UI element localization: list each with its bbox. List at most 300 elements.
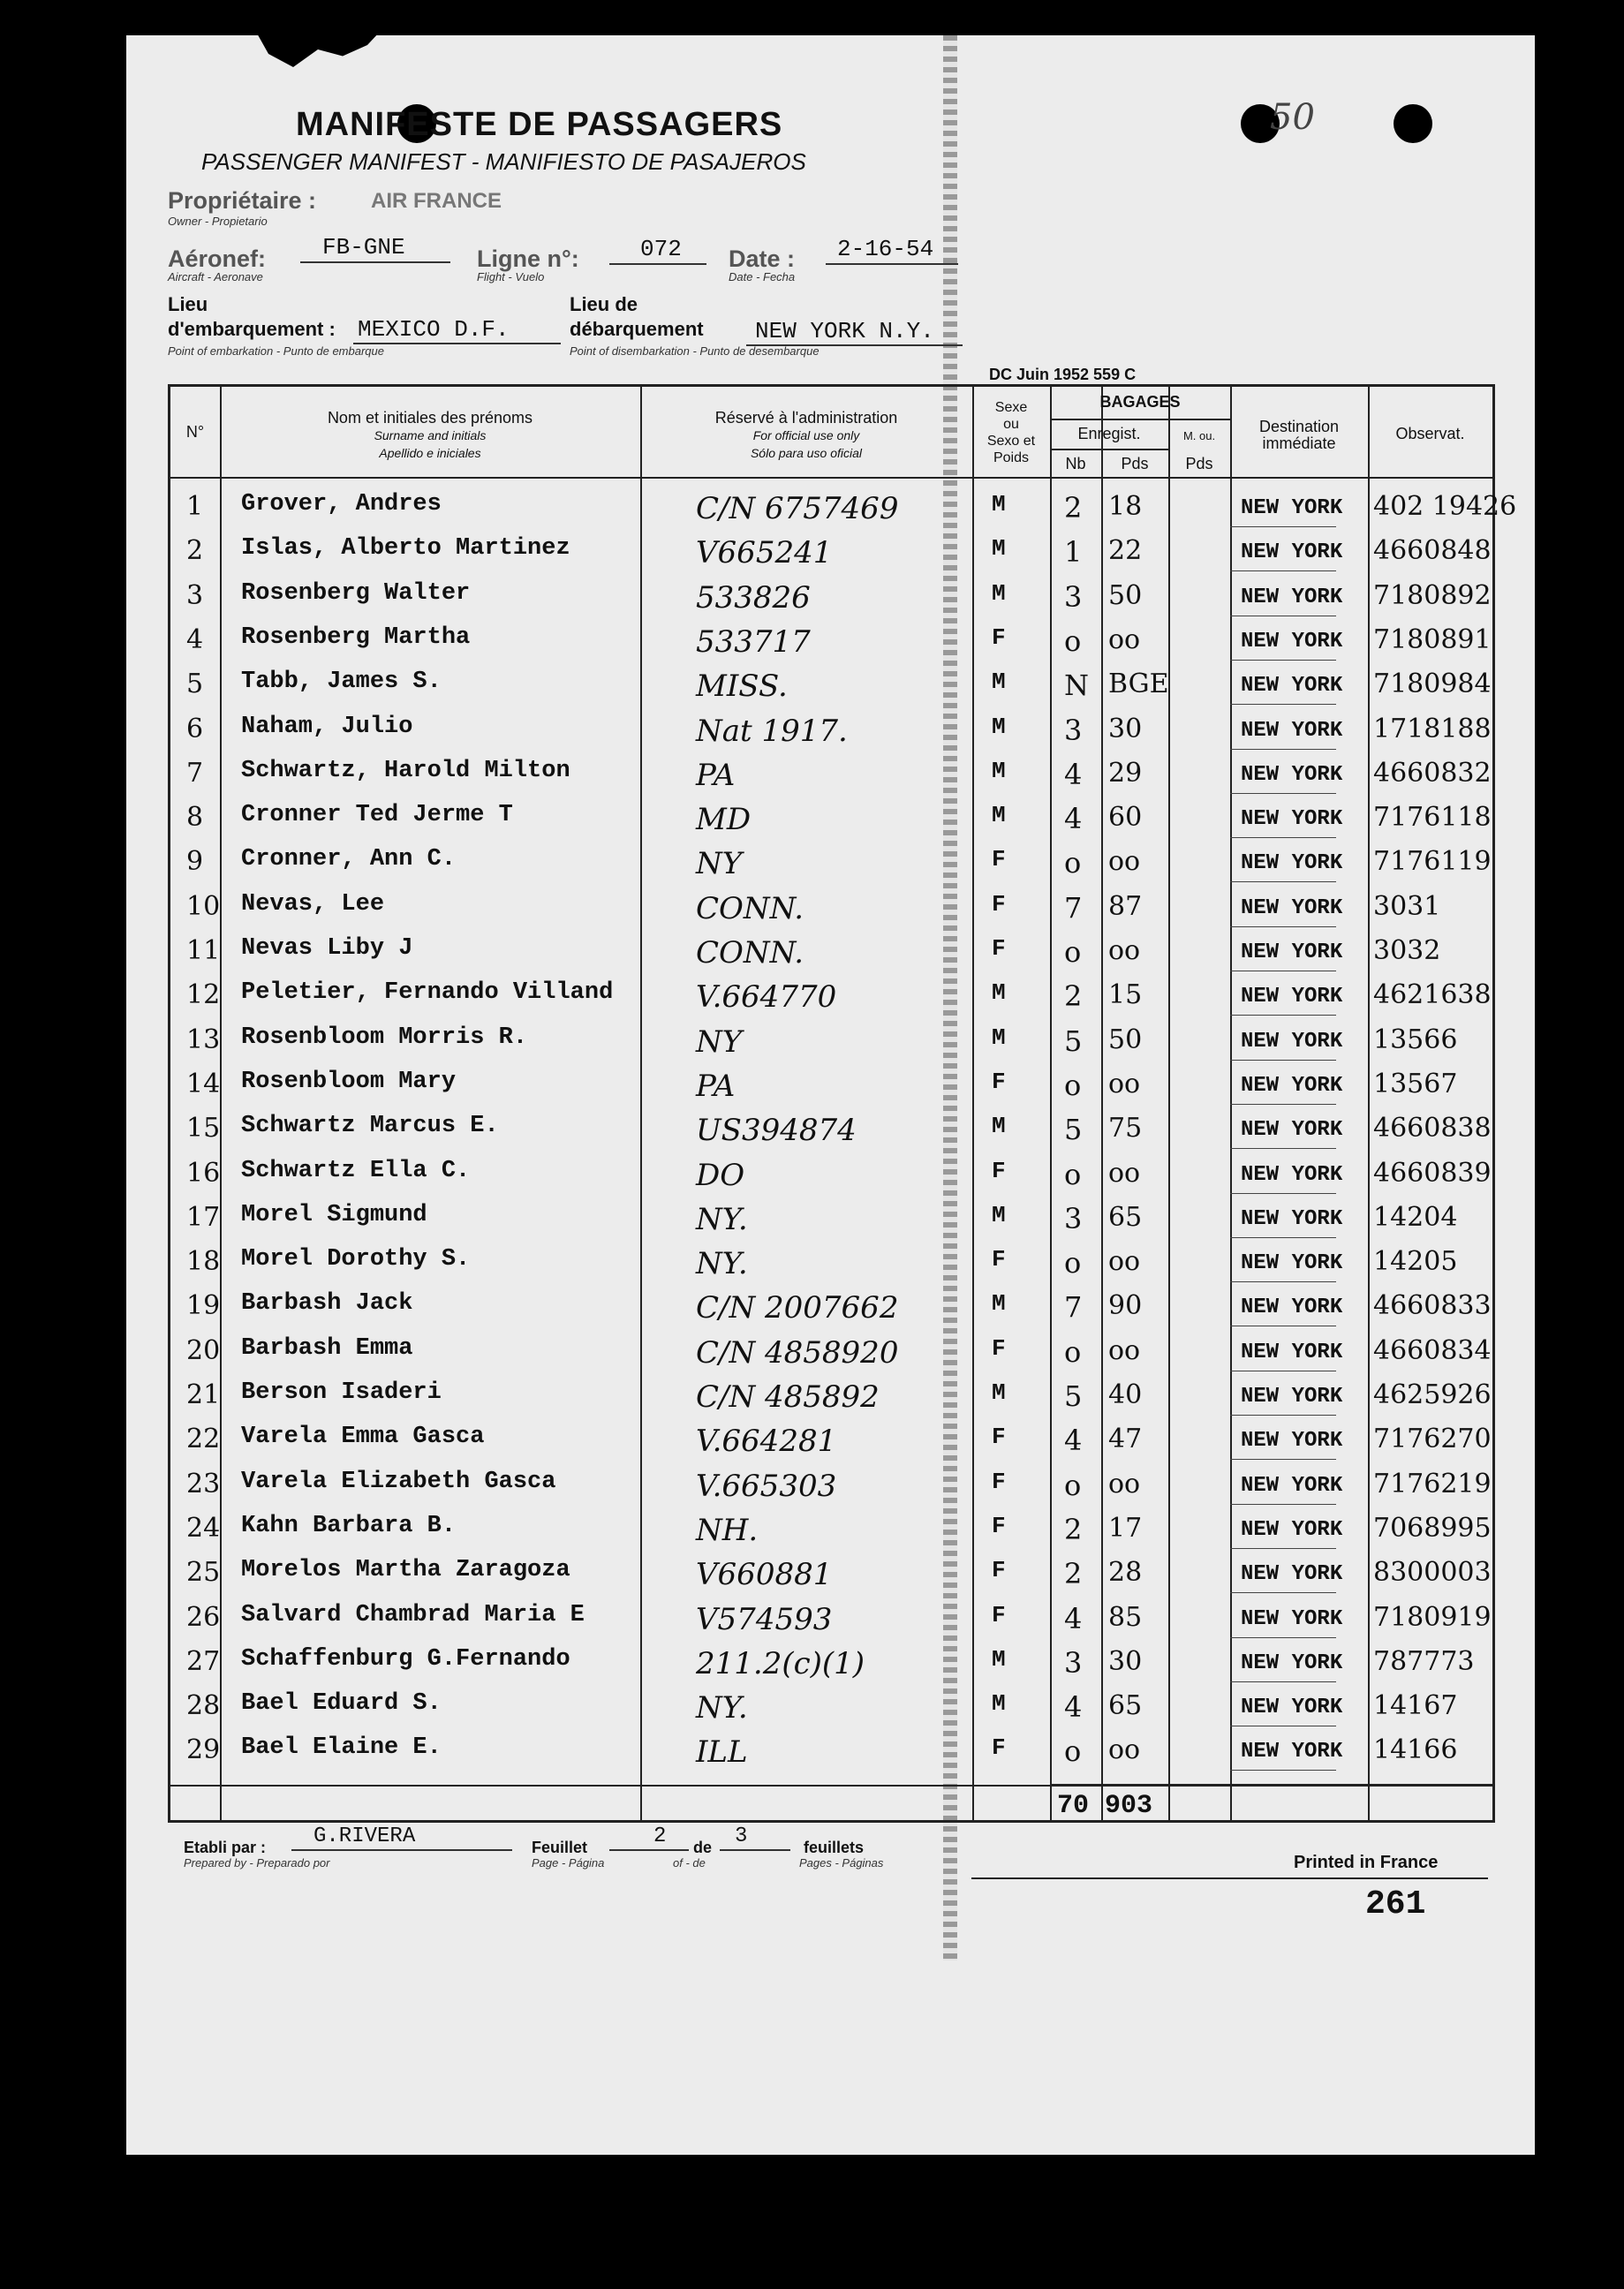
baggage-count: 5 <box>1064 1024 1083 1058</box>
baggage-weight: 50 <box>1108 580 1143 611</box>
observation: 402 19426 <box>1373 491 1517 522</box>
row-number: 13 <box>186 1024 221 1055</box>
observation: 7176118 <box>1373 802 1492 833</box>
baggage-weight: oo <box>1108 1069 1141 1099</box>
column-header-admin-fr: Réservé à l'administration <box>714 409 898 427</box>
destination: NEW YORK <box>1241 1696 1343 1719</box>
admin-entry: V665241 <box>696 535 833 570</box>
admin-entry: NH. <box>696 1513 759 1548</box>
destination: NEW YORK <box>1241 1385 1343 1409</box>
baggage-count: 3 <box>1064 714 1083 747</box>
column-header-main: M. ou. <box>1182 429 1216 442</box>
handwritten-note: 50 <box>1270 97 1315 138</box>
baggage-weight: 28 <box>1108 1557 1143 1588</box>
destination: NEW YORK <box>1241 1341 1343 1364</box>
column-header-admin-en: For official use only <box>752 428 860 442</box>
observation: 7180891 <box>1373 624 1492 655</box>
of-sublabel: of - de <box>673 1856 706 1870</box>
observation: 4625926 <box>1373 1379 1492 1410</box>
manifest-title: MANIFESTE DE PASSAGERS <box>296 106 783 143</box>
passenger-sex: F <box>992 1513 1006 1539</box>
passenger-sex: F <box>992 935 1006 962</box>
observation: 8300003 <box>1373 1557 1492 1588</box>
passenger-sex: F <box>992 1424 1006 1450</box>
sheets-label: feuillets <box>804 1839 865 1856</box>
passenger-sex: M <box>992 1113 1006 1139</box>
observation: 4660832 <box>1373 758 1492 789</box>
passenger-sex: F <box>992 1469 1006 1495</box>
aircraft-label: Aéronef: <box>168 246 267 272</box>
column-header-pds: Pds <box>1121 455 1149 472</box>
admin-entry: US394874 <box>696 1113 857 1148</box>
row-underline <box>1230 1637 1336 1638</box>
baggage-weight: 29 <box>1108 758 1143 789</box>
column-header-sex <box>972 399 1050 466</box>
baggage-count: 4 <box>1064 1602 1083 1636</box>
baggage-count: o <box>1064 1335 1082 1369</box>
printed-in-france: Printed in France <box>1294 1853 1439 1872</box>
passenger-name: Varela Emma Gasca <box>241 1424 485 1450</box>
row-number: 4 <box>186 624 204 655</box>
baggage-count: 2 <box>1064 979 1083 1013</box>
baggage-weight: 30 <box>1108 714 1143 744</box>
admin-entry: NY <box>696 846 743 881</box>
baggage-weight: 65 <box>1108 1690 1143 1721</box>
admin-entry: C/N 4858920 <box>696 1335 899 1371</box>
field-underline <box>300 261 450 263</box>
baggage-count: 5 <box>1064 1379 1083 1413</box>
baggage-count: o <box>1064 1246 1082 1280</box>
admin-entry: 533826 <box>696 580 811 616</box>
baggage-count: 2 <box>1064 1557 1083 1590</box>
destination: NEW YORK <box>1241 1518 1343 1542</box>
baggage-count: o <box>1064 1734 1082 1768</box>
observation: 7180892 <box>1373 580 1492 611</box>
observation: 4660838 <box>1373 1113 1492 1144</box>
baggage-count: 3 <box>1064 580 1083 614</box>
baggage-count: o <box>1064 624 1082 658</box>
baggage-weight: 85 <box>1108 1602 1143 1633</box>
passenger-name: Schwartz Marcus E. <box>241 1113 499 1139</box>
passenger-sex: F <box>992 1335 1006 1362</box>
footer-rule <box>971 1877 1488 1879</box>
baggage-count: 4 <box>1064 758 1083 791</box>
field-underline <box>609 1849 689 1851</box>
row-underline <box>1230 1770 1336 1771</box>
observation: 7180919 <box>1373 1602 1492 1633</box>
row-number: 23 <box>186 1469 221 1500</box>
passenger-sex: M <box>992 580 1006 607</box>
row-number: 28 <box>186 1690 221 1721</box>
field-underline <box>609 263 706 265</box>
passenger-name: Varela Elizabeth Gasca <box>241 1469 556 1495</box>
row-number: 17 <box>186 1202 221 1233</box>
admin-entry: NY <box>696 1024 743 1060</box>
destination: NEW YORK <box>1241 1562 1343 1586</box>
baggage-weight: 60 <box>1108 802 1143 833</box>
passenger-sex: F <box>992 846 1006 873</box>
admin-entry: MD <box>696 802 752 837</box>
date-label: Date : <box>729 246 796 272</box>
header-divider <box>170 477 1492 479</box>
row-underline <box>1230 1415 1336 1416</box>
column-header-sex-2: ou <box>1003 417 1019 432</box>
passenger-sex: M <box>992 1290 1006 1317</box>
column-divider <box>1101 387 1103 1820</box>
owner-sublabel: Owner - Propietario <box>168 215 268 228</box>
passenger-sex: M <box>992 1379 1006 1406</box>
field-underline <box>291 1849 512 1851</box>
destination: NEW YORK <box>1241 941 1343 964</box>
destination: NEW YORK <box>1241 896 1343 920</box>
column-header-admin-es: Sólo para uso oficial <box>750 446 863 460</box>
punch-hole <box>1394 104 1432 143</box>
row-number: 19 <box>186 1290 221 1321</box>
destination: NEW YORK <box>1241 496 1343 520</box>
field-underline <box>720 1849 790 1851</box>
row-number: 27 <box>186 1646 221 1677</box>
destination: NEW YORK <box>1241 585 1343 609</box>
row-underline <box>1230 881 1336 882</box>
baggage-weight: 30 <box>1108 1646 1143 1677</box>
passenger-name: Peletier, Fernando Villand <box>241 979 614 1006</box>
observation: 3031 <box>1373 891 1441 922</box>
passenger-sex: M <box>992 714 1006 740</box>
page-number: 261 <box>1365 1885 1426 1923</box>
baggage-count: 5 <box>1064 1113 1083 1146</box>
passenger-name: Nevas Liby J <box>241 935 413 962</box>
baggage-count: o <box>1064 1158 1082 1191</box>
baggage-count: o <box>1064 935 1082 969</box>
column-header-name-fr: Nom et initiales des prénoms <box>327 409 533 427</box>
passenger-sex: F <box>992 891 1006 918</box>
observation: 7176119 <box>1373 846 1492 877</box>
row-underline <box>1230 749 1336 750</box>
row-number: 24 <box>186 1513 221 1544</box>
column-divider <box>972 387 974 1820</box>
column-header-destination-1: Destination <box>1258 418 1340 435</box>
row-underline <box>1230 1060 1336 1061</box>
passenger-name: Nevas, Lee <box>241 891 385 918</box>
row-number: 25 <box>186 1557 221 1588</box>
row-underline <box>1230 793 1336 794</box>
row-number: 26 <box>186 1602 221 1633</box>
row-number: 5 <box>186 669 204 699</box>
baggage-weight: oo <box>1108 846 1141 877</box>
passenger-name: Bael Elaine E. <box>241 1734 442 1761</box>
row-number: 20 <box>186 1335 221 1366</box>
row-number: 8 <box>186 802 204 833</box>
row-underline <box>1230 570 1336 571</box>
of-label: de <box>693 1839 713 1856</box>
destination: NEW YORK <box>1241 1251 1343 1275</box>
baggage-count: 2 <box>1064 1513 1083 1546</box>
passenger-name: Rosenberg Martha <box>241 624 471 651</box>
passenger-sex: F <box>992 1557 1006 1583</box>
prepared-value: G.RIVERA <box>313 1824 416 1848</box>
row-underline <box>1230 1281 1336 1282</box>
prepared-sublabel: Prepared by - Preparado por <box>184 1856 330 1870</box>
admin-entry: V.664770 <box>696 979 837 1015</box>
column-divider <box>640 387 642 1820</box>
passenger-name: Barbash Jack <box>241 1290 413 1317</box>
totals-divider <box>1050 1784 1492 1786</box>
baggage-weight: 18 <box>1108 491 1143 522</box>
baggage-weight: oo <box>1108 624 1141 655</box>
baggage-count: 4 <box>1064 802 1083 835</box>
passenger-sex: F <box>992 1734 1006 1761</box>
destination: NEW YORK <box>1241 1118 1343 1142</box>
destination: NEW YORK <box>1241 807 1343 831</box>
baggage-count: o <box>1064 846 1082 880</box>
embark-value: MEXICO D.F. <box>358 316 510 343</box>
observation: 13566 <box>1373 1024 1458 1055</box>
passenger-sex: F <box>992 624 1006 651</box>
baggage-weight: 50 <box>1108 1024 1143 1055</box>
passenger-sex: M <box>992 802 1006 828</box>
row-number: 29 <box>186 1734 221 1765</box>
column-header-sex-4: Poids <box>993 450 1030 465</box>
observation: 1718188 <box>1373 714 1492 744</box>
passenger-name: Tabb, James S. <box>241 669 442 695</box>
disembark-label: Lieu de <box>570 293 638 315</box>
baggage-count: 7 <box>1064 1290 1083 1324</box>
row-underline <box>1230 526 1336 527</box>
baggage-count: o <box>1064 1069 1082 1102</box>
passenger-sex: M <box>992 1646 1006 1673</box>
column-divider <box>1168 387 1170 1820</box>
column-header-enregist: Enregist. <box>1077 425 1141 442</box>
prepared-label: Etabli par : <box>184 1839 267 1856</box>
admin-entry: V660881 <box>696 1557 833 1592</box>
row-underline <box>1230 1592 1336 1593</box>
destination: NEW YORK <box>1241 674 1343 698</box>
column-header-name-es: Apellido e iniciales <box>379 446 481 460</box>
bagages-divider <box>1050 419 1230 420</box>
sheets-sublabel: Pages - Páginas <box>799 1856 884 1870</box>
observation: 3032 <box>1373 935 1441 966</box>
row-number: 18 <box>186 1246 221 1277</box>
baggage-weight: oo <box>1108 1469 1141 1500</box>
observation: 787773 <box>1373 1646 1475 1677</box>
column-header-destination <box>1230 419 1368 452</box>
row-number: 22 <box>186 1424 221 1454</box>
row-underline <box>1230 926 1336 927</box>
baggage-weight: 17 <box>1108 1513 1143 1544</box>
column-header-admin <box>640 410 972 462</box>
row-number: 9 <box>186 846 204 877</box>
flight-label: Ligne n°: <box>477 246 579 272</box>
row-number: 7 <box>186 758 204 789</box>
destination: NEW YORK <box>1241 1651 1343 1675</box>
passenger-name: Berson Isaderi <box>241 1379 442 1406</box>
baggage-weight: 47 <box>1108 1424 1143 1454</box>
column-header-nb: Nb <box>1065 455 1086 472</box>
admin-entry: Nat 1917. <box>696 714 848 749</box>
column-divider <box>1050 387 1052 1820</box>
admin-entry: V.664281 <box>696 1424 837 1459</box>
column-header-name <box>220 410 640 462</box>
baggage-weight: oo <box>1108 1246 1141 1277</box>
admin-entry: V574593 <box>696 1602 833 1637</box>
baggage-count: N <box>1064 669 1089 702</box>
row-number: 21 <box>186 1379 221 1410</box>
passenger-sex: F <box>992 1602 1006 1628</box>
row-underline <box>1230 1459 1336 1460</box>
row-underline <box>1230 1548 1336 1549</box>
baggage-count: 4 <box>1064 1424 1083 1457</box>
row-underline <box>1230 1104 1336 1105</box>
admin-entry: PA <box>696 1069 736 1104</box>
baggage-count: o <box>1064 1469 1082 1502</box>
destination: NEW YORK <box>1241 1163 1343 1187</box>
passenger-sex: M <box>992 1202 1006 1228</box>
observation: 4660848 <box>1373 535 1492 566</box>
row-number: 6 <box>186 714 204 744</box>
passenger-name: Schaffenburg G.Fernando <box>241 1646 570 1673</box>
column-header-destination-2: immédiate <box>1262 434 1336 452</box>
disembark-label-2: débarquement <box>570 318 704 340</box>
passenger-sex: M <box>992 1024 1006 1051</box>
baggage-weight: 15 <box>1108 979 1143 1010</box>
destination: NEW YORK <box>1241 1607 1343 1631</box>
admin-entry: CONN. <box>696 935 804 971</box>
destination: NEW YORK <box>1241 1296 1343 1319</box>
observation: 7180984 <box>1373 669 1492 699</box>
row-number: 10 <box>186 891 221 922</box>
observation: 13567 <box>1373 1069 1458 1099</box>
observation: 4660834 <box>1373 1335 1492 1366</box>
passenger-name: Salvard Chambrad Maria E <box>241 1602 585 1628</box>
passenger-name: Grover, Andres <box>241 491 442 517</box>
row-number: 12 <box>186 979 221 1010</box>
row-underline <box>1230 1681 1336 1682</box>
admin-entry: NY. <box>696 1690 748 1726</box>
date-value: 2-16-54 <box>837 236 934 262</box>
destination: NEW YORK <box>1241 719 1343 743</box>
column-header-main-pds: Pds <box>1185 455 1213 472</box>
passenger-sex: F <box>992 1158 1006 1184</box>
admin-entry: NY. <box>696 1246 748 1281</box>
observation: 4621638 <box>1373 979 1492 1010</box>
sheet-sublabel: Page - Página <box>532 1856 605 1870</box>
baggage-weight: 75 <box>1108 1113 1143 1144</box>
passenger-name: Rosenbloom Mary <box>241 1069 457 1095</box>
passenger-sex: M <box>992 491 1006 517</box>
observation: 14205 <box>1373 1246 1458 1277</box>
admin-entry: V.665303 <box>696 1469 837 1504</box>
destination: NEW YORK <box>1241 851 1343 875</box>
baggage-count: 1 <box>1064 535 1083 569</box>
column-header-no: N° <box>185 423 205 441</box>
baggage-weight: BGE <box>1108 669 1169 699</box>
baggage-weight: oo <box>1108 935 1141 966</box>
passenger-sex: M <box>992 669 1006 695</box>
baggage-count: 3 <box>1064 1646 1083 1680</box>
admin-entry: 211.2(c)(1) <box>696 1646 865 1681</box>
baggage-count: 4 <box>1064 1690 1083 1724</box>
passenger-name: Naham, Julio <box>241 714 413 740</box>
field-underline <box>746 344 963 346</box>
form-code: DC Juin 1952 559 C <box>989 366 1137 383</box>
admin-entry: NY. <box>696 1202 748 1237</box>
admin-entry: PA <box>696 758 736 793</box>
observation: 14167 <box>1373 1690 1458 1721</box>
destination: NEW YORK <box>1241 1474 1343 1498</box>
baggage-weight: oo <box>1108 1335 1141 1366</box>
embark-label-2: d'embarquement : <box>168 318 336 340</box>
sheet-value: 2 <box>653 1824 667 1848</box>
flight-value: 072 <box>640 236 682 262</box>
destination: NEW YORK <box>1241 630 1343 653</box>
passenger-name: Islas, Alberto Martinez <box>241 535 570 562</box>
destination: NEW YORK <box>1241 1740 1343 1764</box>
passenger-name: Cronner Ted Jerme T <box>241 802 513 828</box>
disembark-sublabel: Point of disembarkation - Punto de desembarque <box>570 344 820 358</box>
passenger-sex: F <box>992 1069 1006 1095</box>
baggage-weight: 22 <box>1108 535 1143 566</box>
embark-label: Lieu <box>168 293 208 315</box>
passenger-name: Rosenbloom Morris R. <box>241 1024 528 1051</box>
baggage-count: 3 <box>1064 1202 1083 1235</box>
column-header-sex-3: Sexo et <box>986 434 1036 449</box>
passenger-name: Cronner, Ann C. <box>241 846 457 873</box>
admin-entry: DO <box>696 1158 745 1193</box>
column-header-sex-1: Sexe <box>994 400 1028 415</box>
baggage-count: 7 <box>1064 891 1083 925</box>
row-underline <box>1230 1193 1336 1194</box>
of-value: 3 <box>735 1824 748 1848</box>
baggage-weight: 90 <box>1108 1290 1143 1321</box>
column-header-bagages: BAGAGES <box>1099 393 1181 411</box>
admin-entry: MISS. <box>696 669 788 704</box>
field-underline <box>826 263 958 265</box>
baggage-weight: oo <box>1108 1734 1141 1765</box>
total-nb: 70 <box>1057 1791 1090 1821</box>
row-underline <box>1230 704 1336 705</box>
field-underline <box>353 343 561 344</box>
admin-entry: 533717 <box>696 624 811 660</box>
disembark-value: NEW YORK N.Y. <box>755 318 934 344</box>
total-pds: 903 <box>1105 1791 1153 1821</box>
baggage-weight: oo <box>1108 1158 1141 1189</box>
admin-entry: CONN. <box>696 891 804 926</box>
passenger-sex: M <box>992 979 1006 1006</box>
row-underline <box>1230 660 1336 661</box>
owner-label: Propriétaire : <box>168 187 317 214</box>
passenger-sex: M <box>992 758 1006 784</box>
baggage-count: 2 <box>1064 491 1083 525</box>
date-sublabel: Date - Fecha <box>729 270 796 283</box>
baggage-weight: 40 <box>1108 1379 1143 1410</box>
row-underline <box>1230 1237 1336 1238</box>
row-number: 2 <box>186 535 204 566</box>
row-underline <box>1230 1015 1336 1016</box>
destination: NEW YORK <box>1241 763 1343 787</box>
destination: NEW YORK <box>1241 985 1343 1009</box>
destination: NEW YORK <box>1241 1207 1343 1231</box>
owner-value: AIR FRANCE <box>371 189 502 213</box>
column-header-observ: Observat. <box>1395 425 1465 442</box>
passenger-name: Barbash Emma <box>241 1335 413 1362</box>
destination: NEW YORK <box>1241 1074 1343 1098</box>
passenger-name: Schwartz Ella C. <box>241 1158 471 1184</box>
aircraft-value: FB-GNE <box>322 234 405 261</box>
passenger-name: Morel Sigmund <box>241 1202 427 1228</box>
manifest-subtitle: PASSENGER MANIFEST - MANIFIESTO DE PASAJEROS <box>201 148 806 175</box>
manifest-table <box>168 384 1517 1823</box>
column-divider <box>1368 387 1370 1820</box>
